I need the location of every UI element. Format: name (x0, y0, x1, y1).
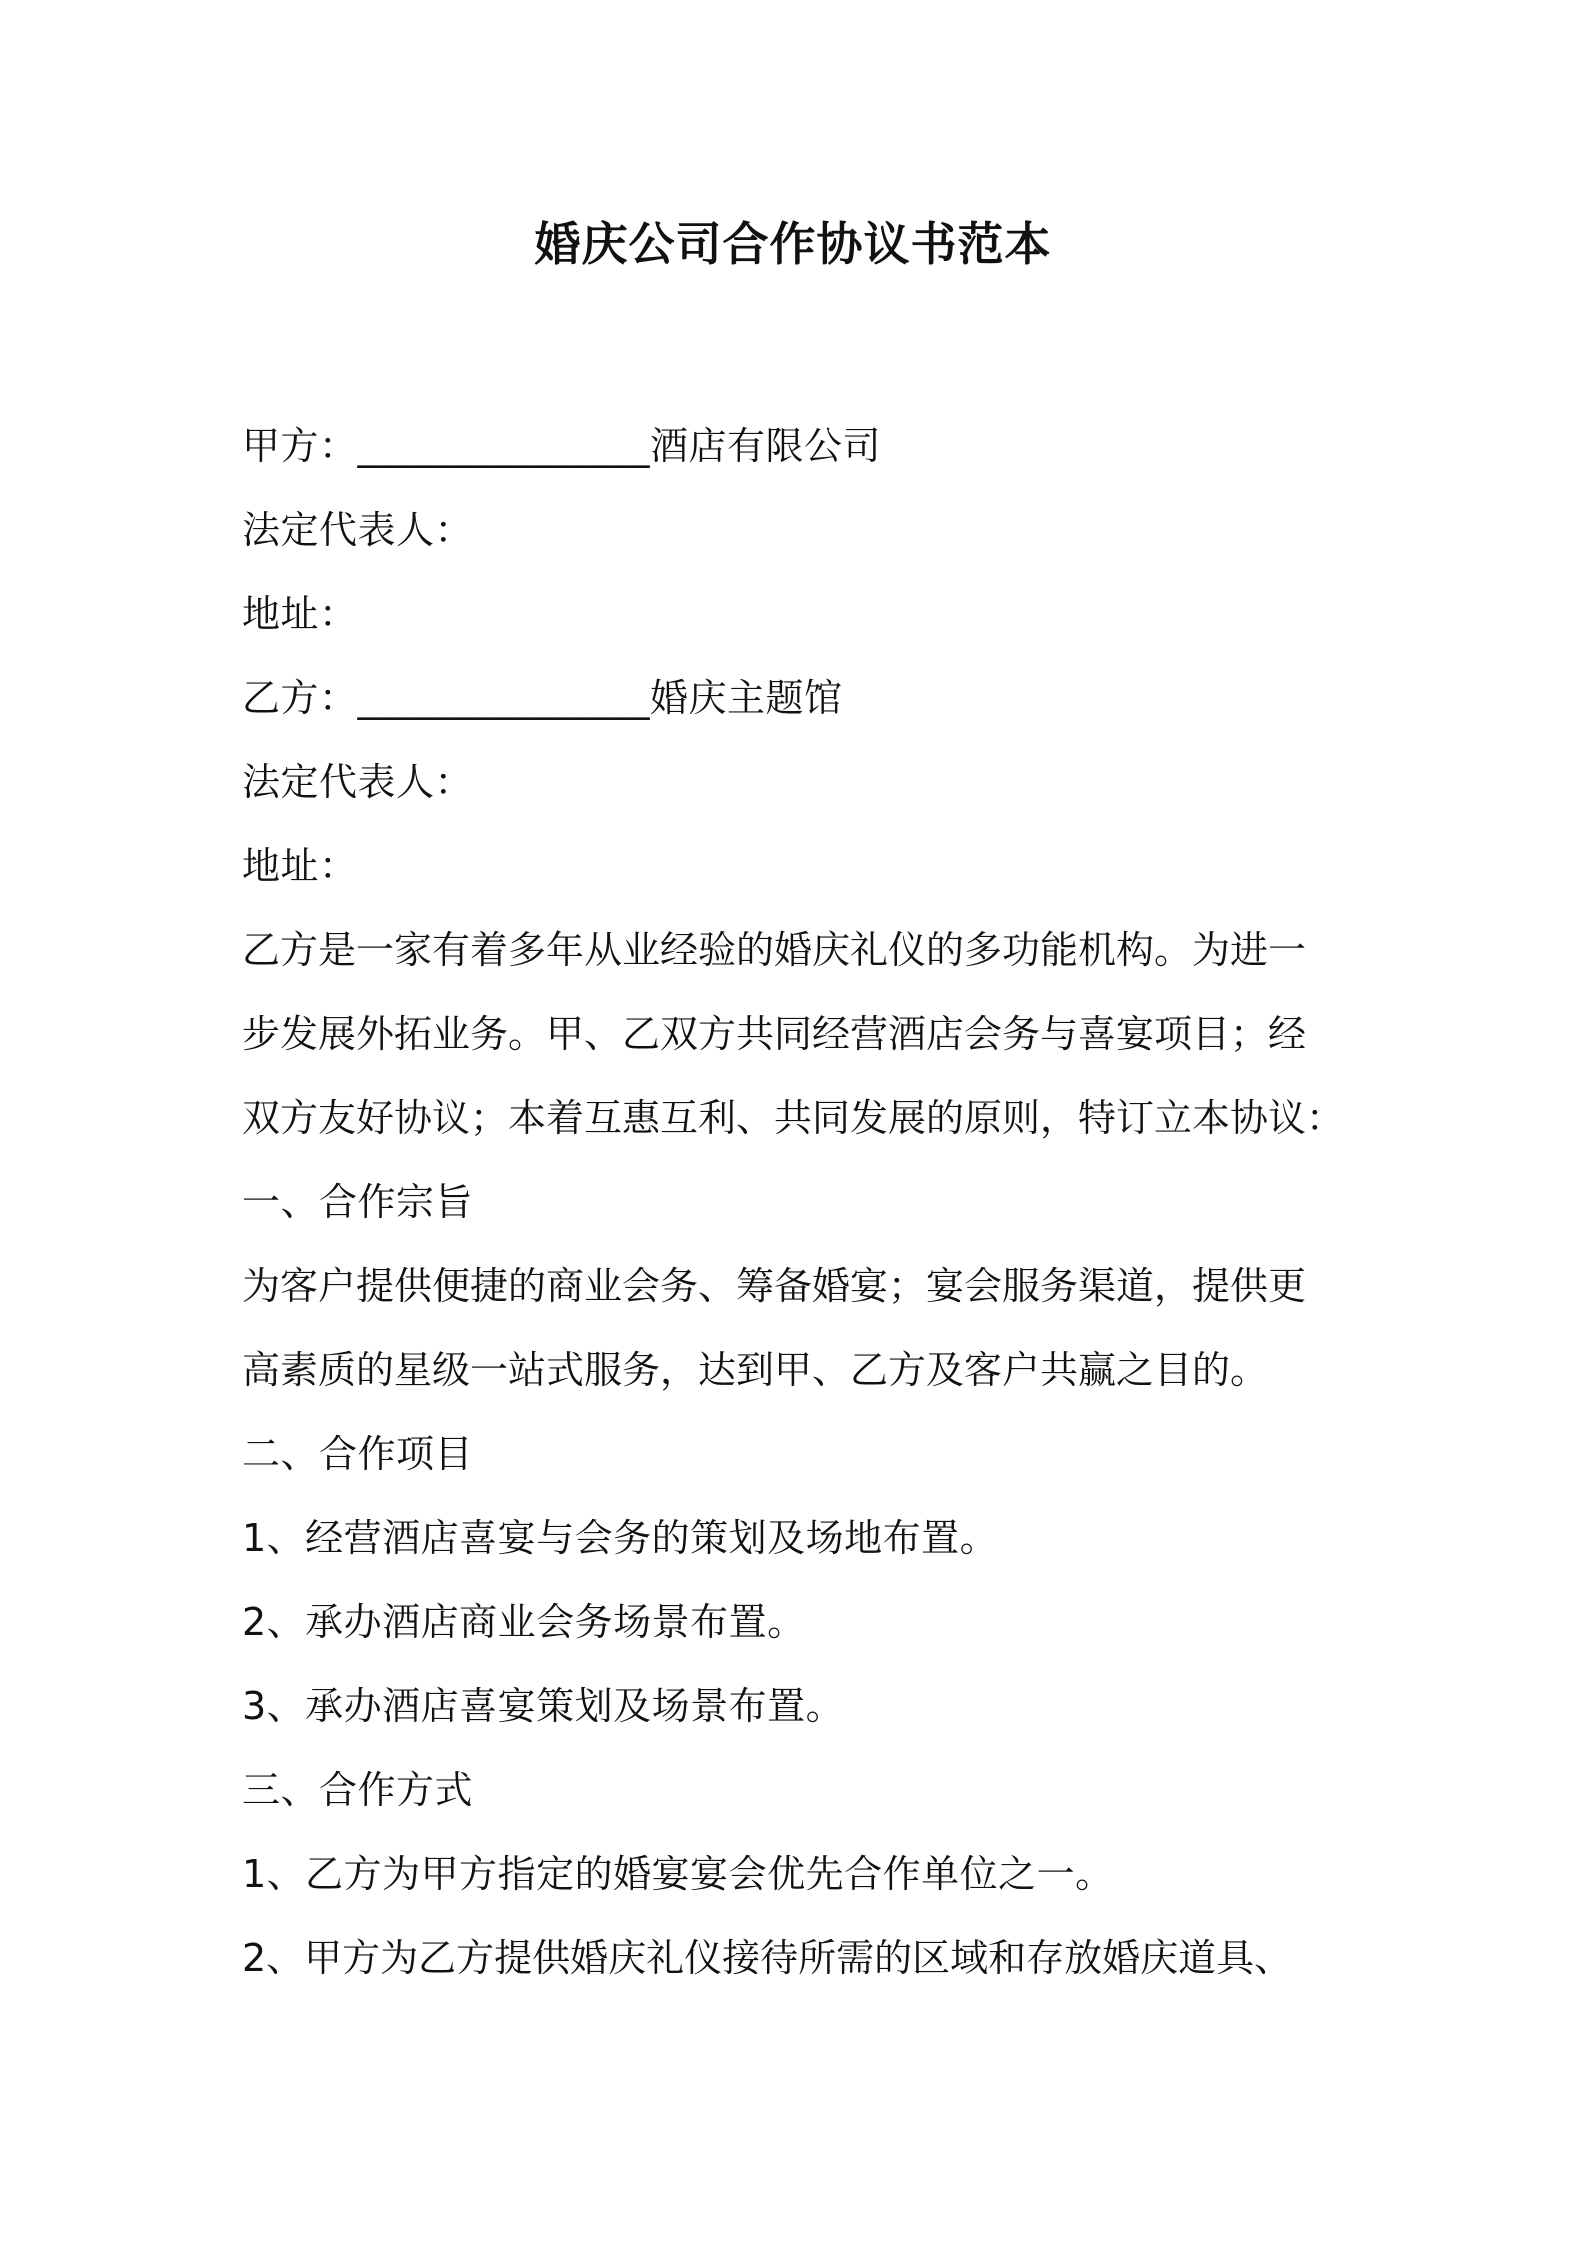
section-1-heading: 一、合作宗旨 (242, 1180, 474, 1224)
section-2-item: 2、承办酒店商业会务场景布置。 (242, 1600, 806, 1644)
party-a-address: 地址： (242, 592, 358, 636)
party-a-line (242, 404, 1362, 488)
party-a-legal-rep: 法定代表人： (242, 508, 474, 552)
party-a-label: 甲方： (242, 424, 358, 468)
section-3-item: 1、乙方为甲方指定的婚宴宴会优先合作单位之一。 (242, 1852, 1114, 1896)
party-b-label: 乙方： (242, 676, 358, 720)
party-a-name-suffix: 酒店有限公司 (650, 424, 882, 468)
section-1-paragraph-line: 高素质的星级一站式服务，达到甲、乙方及客户共赢之目的。 (242, 1348, 1269, 1392)
section-2-heading: 二、合作项目 (242, 1432, 474, 1476)
document-body (242, 404, 1362, 2000)
section-1-paragraph-line: 为客户提供便捷的商业会务、筹备婚宴；宴会服务渠道，提供更 (242, 1264, 1307, 1308)
section-2-item: 3、承办酒店喜宴策划及场景布置。 (242, 1684, 845, 1728)
section-2-item: 1、经营酒店喜宴与会务的策划及场地布置。 (242, 1516, 999, 1560)
party-b-blank: _______________ (357, 676, 651, 720)
document-title: 婚庆公司合作协议书范本 (534, 217, 1052, 271)
party-b-line (242, 656, 1362, 740)
party-b-address: 地址： (242, 844, 358, 888)
party-b-name-suffix: 婚庆主题馆 (650, 676, 843, 720)
preamble-line: 双方友好协议；本着互惠互利、共同发展的原则，特订立本协议： (242, 1096, 1345, 1140)
preamble-line: 乙方是一家有着多年从业经验的婚庆礼仪的多功能机构。为进一 (242, 928, 1307, 972)
preamble-line: 步发展外拓业务。甲、乙双方共同经营酒店会务与喜宴项目；经 (242, 1012, 1307, 1056)
section-3-heading: 三、合作方式 (242, 1768, 474, 1812)
party-b-legal-rep: 法定代表人： (242, 760, 474, 804)
party-a-blank: _______________ (357, 424, 651, 468)
section-3-item: 2、甲方为乙方提供婚庆礼仪接待所需的区域和存放婚庆道具、 (242, 1936, 1293, 1980)
